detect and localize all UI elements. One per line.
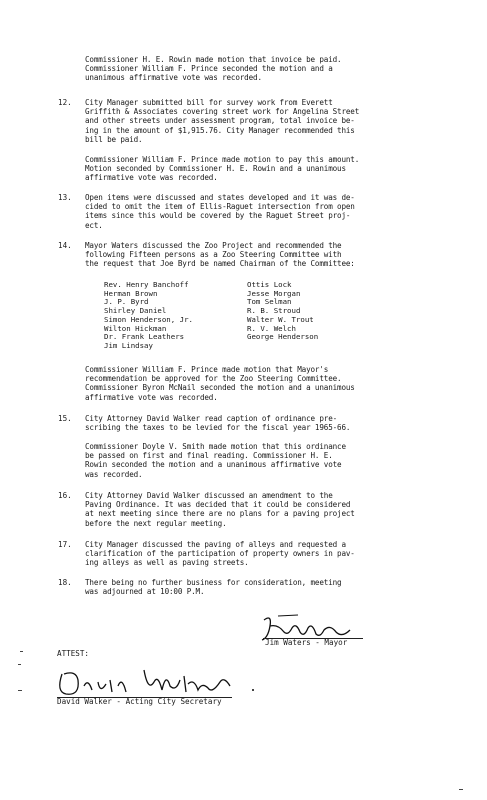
item-17-paragraph: City Manager discussed the paving of alleys and requested a clarification of the participation of property owners in pav- ing alleys as well as paving streets. xyxy=(85,540,355,568)
item-15-number: 15. xyxy=(58,414,72,423)
item-14-number: 14. xyxy=(58,241,72,250)
item-13-paragraph: Open items were discussed and states developed and it was de- cided to omit the item of Ellis-Raguet intersection from open items since this would be covered by the Raguet Street proj- ect. xyxy=(85,193,355,230)
scan-speck xyxy=(18,690,22,691)
item-16-paragraph: City Attorney David Walker discussed an amendment to the Paving Ordinance. It was decided that it could be considered at next meeting since there are no plans for a paving project before the next regular meeting. xyxy=(85,491,355,528)
mayor-signature-label: Jim Waters - Mayor xyxy=(265,638,348,647)
scan-speck xyxy=(20,651,23,652)
committee-names-right: Ottis Lock Jesse Morgan Tom Selman R. B. Stroud Walter W. Trout R. V. Welch George Henderson xyxy=(247,280,319,342)
item-18-paragraph: There being no further business for consideration, meeting was adjourned at 10:00 P.M. xyxy=(85,578,342,597)
scan-speck xyxy=(252,689,254,691)
item-15-paragraph-2: Commissioner Doyle V. Smith made motion that this ordinance be passed on first and final reading. Commissioner H. E. Rowin seconded the motion and a unanimous affirmative vote was recorded. xyxy=(85,442,346,479)
item-14-paragraph: Mayor Waters discussed the Zoo Project and recommended the following Fifteen persons as a Zoo Steering Committee with the request that Joe Byrd be named Chairman of the Committee: xyxy=(85,241,355,269)
scan-speck xyxy=(459,789,463,790)
intro-paragraph: Commissioner H. E. Rowin made motion that invoice be paid. Commissioner William F. Prince seconded the motion and a unanimous affirmative vote was recorded. xyxy=(85,55,342,83)
item-12-paragraph-2: Commissioner William F. Prince made motion to pay this amount. Motion seconded by Commissioner H. E. Rowin and a unanimous affirmative vote was recorded. xyxy=(85,155,360,183)
item-15-paragraph-1: City Attorney David Walker read caption of ordinance pre- scribing the taxes to be levied for the fiscal year 1965-66. xyxy=(85,414,351,433)
secretary-signature-label: David Walker - Acting City Secretary xyxy=(57,697,222,706)
item-12-paragraph-1: City Manager submitted bill for survey work from Everett Griffith & Associates covering street work for Angelina Street and other streets under assessment program, total invoice be- ing in the amount of $1,915.76. City Manager recommended this bill be paid. xyxy=(85,98,360,144)
scan-speck xyxy=(18,664,21,665)
item-17-number: 17. xyxy=(58,540,72,549)
item-18-number: 18. xyxy=(58,578,72,587)
item-14-motion-paragraph: Commissioner William F. Prince made motion that Mayor's recommendation be approved for the Zoo Steering Committee. Commissioner Byron McNail seconded the motion and a unanimous affirmative vote was recorded. xyxy=(85,365,355,402)
item-16-number: 16. xyxy=(58,491,72,500)
committee-names-left: Rev. Henry Banchoff Herman Brown J. P. Byrd Shirley Daniel Simon Henderson, Jr. Wilton Hickman Dr. Frank Leathers Jim Lindsay xyxy=(104,280,193,350)
attest-label: ATTEST: xyxy=(57,649,90,658)
item-12-number: 12. xyxy=(58,98,72,107)
item-13-number: 13. xyxy=(58,193,72,202)
